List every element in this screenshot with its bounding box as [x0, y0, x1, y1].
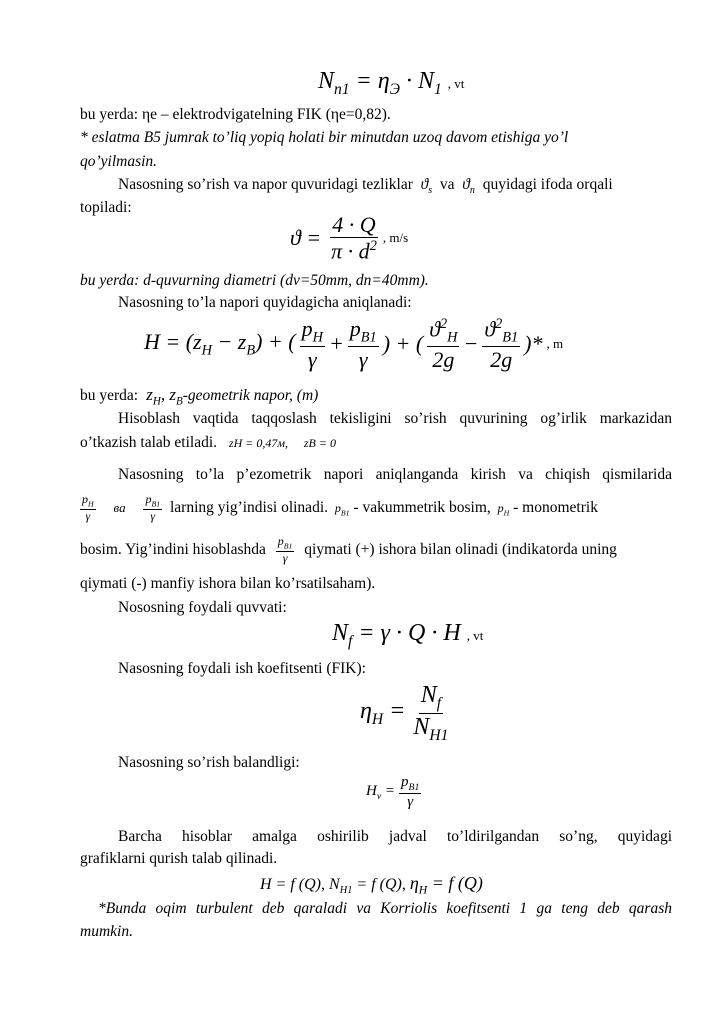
symbol-pb: $p_{B1}$ — [331, 501, 350, 518]
text-line-18 — [118, 826, 672, 848]
text-line-6 — [80, 270, 672, 292]
text-line-19 — [80, 848, 672, 870]
text-and: va — [439, 176, 455, 193]
formula-velocity: ϑ = $\frac{4 \cdot Q}{\pi \cdot d^2}$ , m/s — [290, 212, 409, 264]
formula-efficiency: $\eta_H$ = $\frac{N_f}{N_{H1}}$ — [360, 682, 449, 744]
text-vacuum-pressure: - vakummetrik bosim, — [353, 499, 491, 516]
formula-suction-height: $H_v$ = $\frac{p_{B1}}{\gamma}$ — [366, 774, 420, 811]
text-piezometric: Nasosning to’la p’ezometrik napori aniqlanganda kirish va chiqish qismilarida — [118, 466, 672, 483]
text-line-1 — [80, 104, 672, 126]
formula-unit: , vt — [466, 628, 484, 643]
text-line-10 — [80, 432, 672, 454]
text-line-3 — [80, 151, 672, 173]
text-geometric-head: -geometrik napor, (m) — [182, 387, 319, 404]
text-graphs-required: grafiklarni qurish talab qilinadi. — [80, 850, 278, 867]
text-line-11 — [118, 464, 672, 486]
text-sign-positive: qiymati (+) ishora bilan olinadi (indikatorda uning — [304, 541, 617, 558]
text-turbulent-note: *Bunda oqim turbulent deb qaraladi va Korriolis koefitsenti 1 ga teng deb qarash — [98, 900, 672, 917]
text-warning-note-end: qo’yilmasin. — [80, 153, 158, 170]
text-useful-power: Nososning foydali quvvati: — [118, 599, 287, 616]
text-reference-plane: Hisoblash vaqtida taqqoslash tekisligini so’rish quvurining og’irlik markazidan — [118, 410, 672, 427]
text-line-21 — [80, 921, 672, 943]
formula-unit: , m — [546, 336, 564, 352]
text-in-summing: bosim. Yig’indini hisoblashda — [80, 541, 266, 558]
text-sign-negative: qiymati (-) manfiy ishora bilan ko’rsatilsaham). — [80, 575, 376, 592]
formula-graphs: H = f (Q), $N_{H1} = f$ (Q), $\eta_H = f$ (Q) — [260, 873, 483, 897]
symbol-theta-s: $ϑ_s$ — [416, 176, 433, 197]
separator: , — [401, 876, 406, 893]
text-line-2 — [80, 127, 672, 149]
text-suction-height: Nasosning so’rish balandligi: — [118, 754, 300, 771]
separator: , — [321, 876, 326, 893]
formula-unit: , vt — [447, 76, 465, 91]
text-found: topiladi: — [80, 199, 132, 216]
text-line-13 — [80, 532, 672, 568]
symbol-zh-zb: $z_H$, $z_B$ — [141, 385, 183, 408]
symbol-ph: $p_H$ — [494, 501, 510, 518]
text-va: ва — [113, 500, 126, 515]
text-required: o’tkazish talab etiladi. — [80, 434, 218, 451]
text-possible: mumkin. — [80, 923, 133, 940]
text-line-15 — [118, 597, 672, 619]
frac-ph-gamma: $\frac{p_H}{\gamma}$ — [82, 491, 94, 524]
text-where: bu yerda: — [80, 387, 139, 404]
value-zh: zН = 0,47м, — [228, 436, 288, 450]
text-sum: larning yig’indisi olinadi. — [170, 499, 328, 516]
text-warning-note: * eslatma B5 jumrak to’liq yopiq holati bir minutdan uzoq davom etishiga yo’l — [80, 129, 569, 146]
formula-useful-power: $N_f = \gamma \cdot Q \cdot H$ , vt — [332, 620, 484, 650]
text-line-17 — [118, 752, 672, 774]
text-manometric: - monometrik — [513, 499, 598, 516]
formula-unit: , m/s — [382, 229, 409, 245]
text-line-20 — [80, 898, 672, 920]
text-line-14 — [80, 573, 672, 595]
formula-pump-power: $N_{n1} = \eta_Э \cdot N_1$ , vt — [318, 68, 465, 98]
frac-pb-gamma-2: $\frac{p_{B1}}{\gamma}$ — [277, 533, 293, 566]
text-after-calc: Barcha hisoblar amalga oshirilib jadval to’ldirilgandan so’ng, quyidagi — [118, 828, 672, 845]
text-diameter-note: bu yerda: d-quvurning diametri (dv=50mm, dn=40mm). — [80, 272, 429, 289]
text-line-16 — [118, 658, 672, 680]
frac-pb-gamma: $\frac{p_{B1}}{\gamma}$ — [145, 491, 161, 524]
text-velocity-intro: Nasosning so’rish va napor quvuridagi tezliklar — [118, 176, 413, 193]
text-velocity-intro-end: quyidagi ifoda orqali — [482, 176, 613, 193]
text-line-9 — [118, 408, 672, 430]
formula-total-head: $H = (z_H - z_B)$ + ( $\frac{p_H}{\gamma}$ + $\frac{p_{B1}}{\gamma}$ ) + ( $\frac{ϑ^2_H}{2g}$ − $\frac{ϑ^2_{B1}}{2g}$ )* , m — [144, 316, 564, 373]
value-zb: zВ = 0 — [303, 436, 336, 450]
text-efficiency-note: bu yerda: ηe – elektrodvigatelning FIK (ηe=0,82). — [80, 106, 391, 123]
text-efficiency: Nasosning foydali ish koefitsenti (FIK): — [118, 660, 366, 677]
text-line-12 — [80, 490, 672, 526]
text-head-intro: Nasosning to’la napori quyidagicha aniqlanadi: — [118, 294, 412, 311]
symbol-theta-n: $ϑ_n$ — [458, 176, 475, 197]
text-line-7 — [118, 292, 672, 314]
